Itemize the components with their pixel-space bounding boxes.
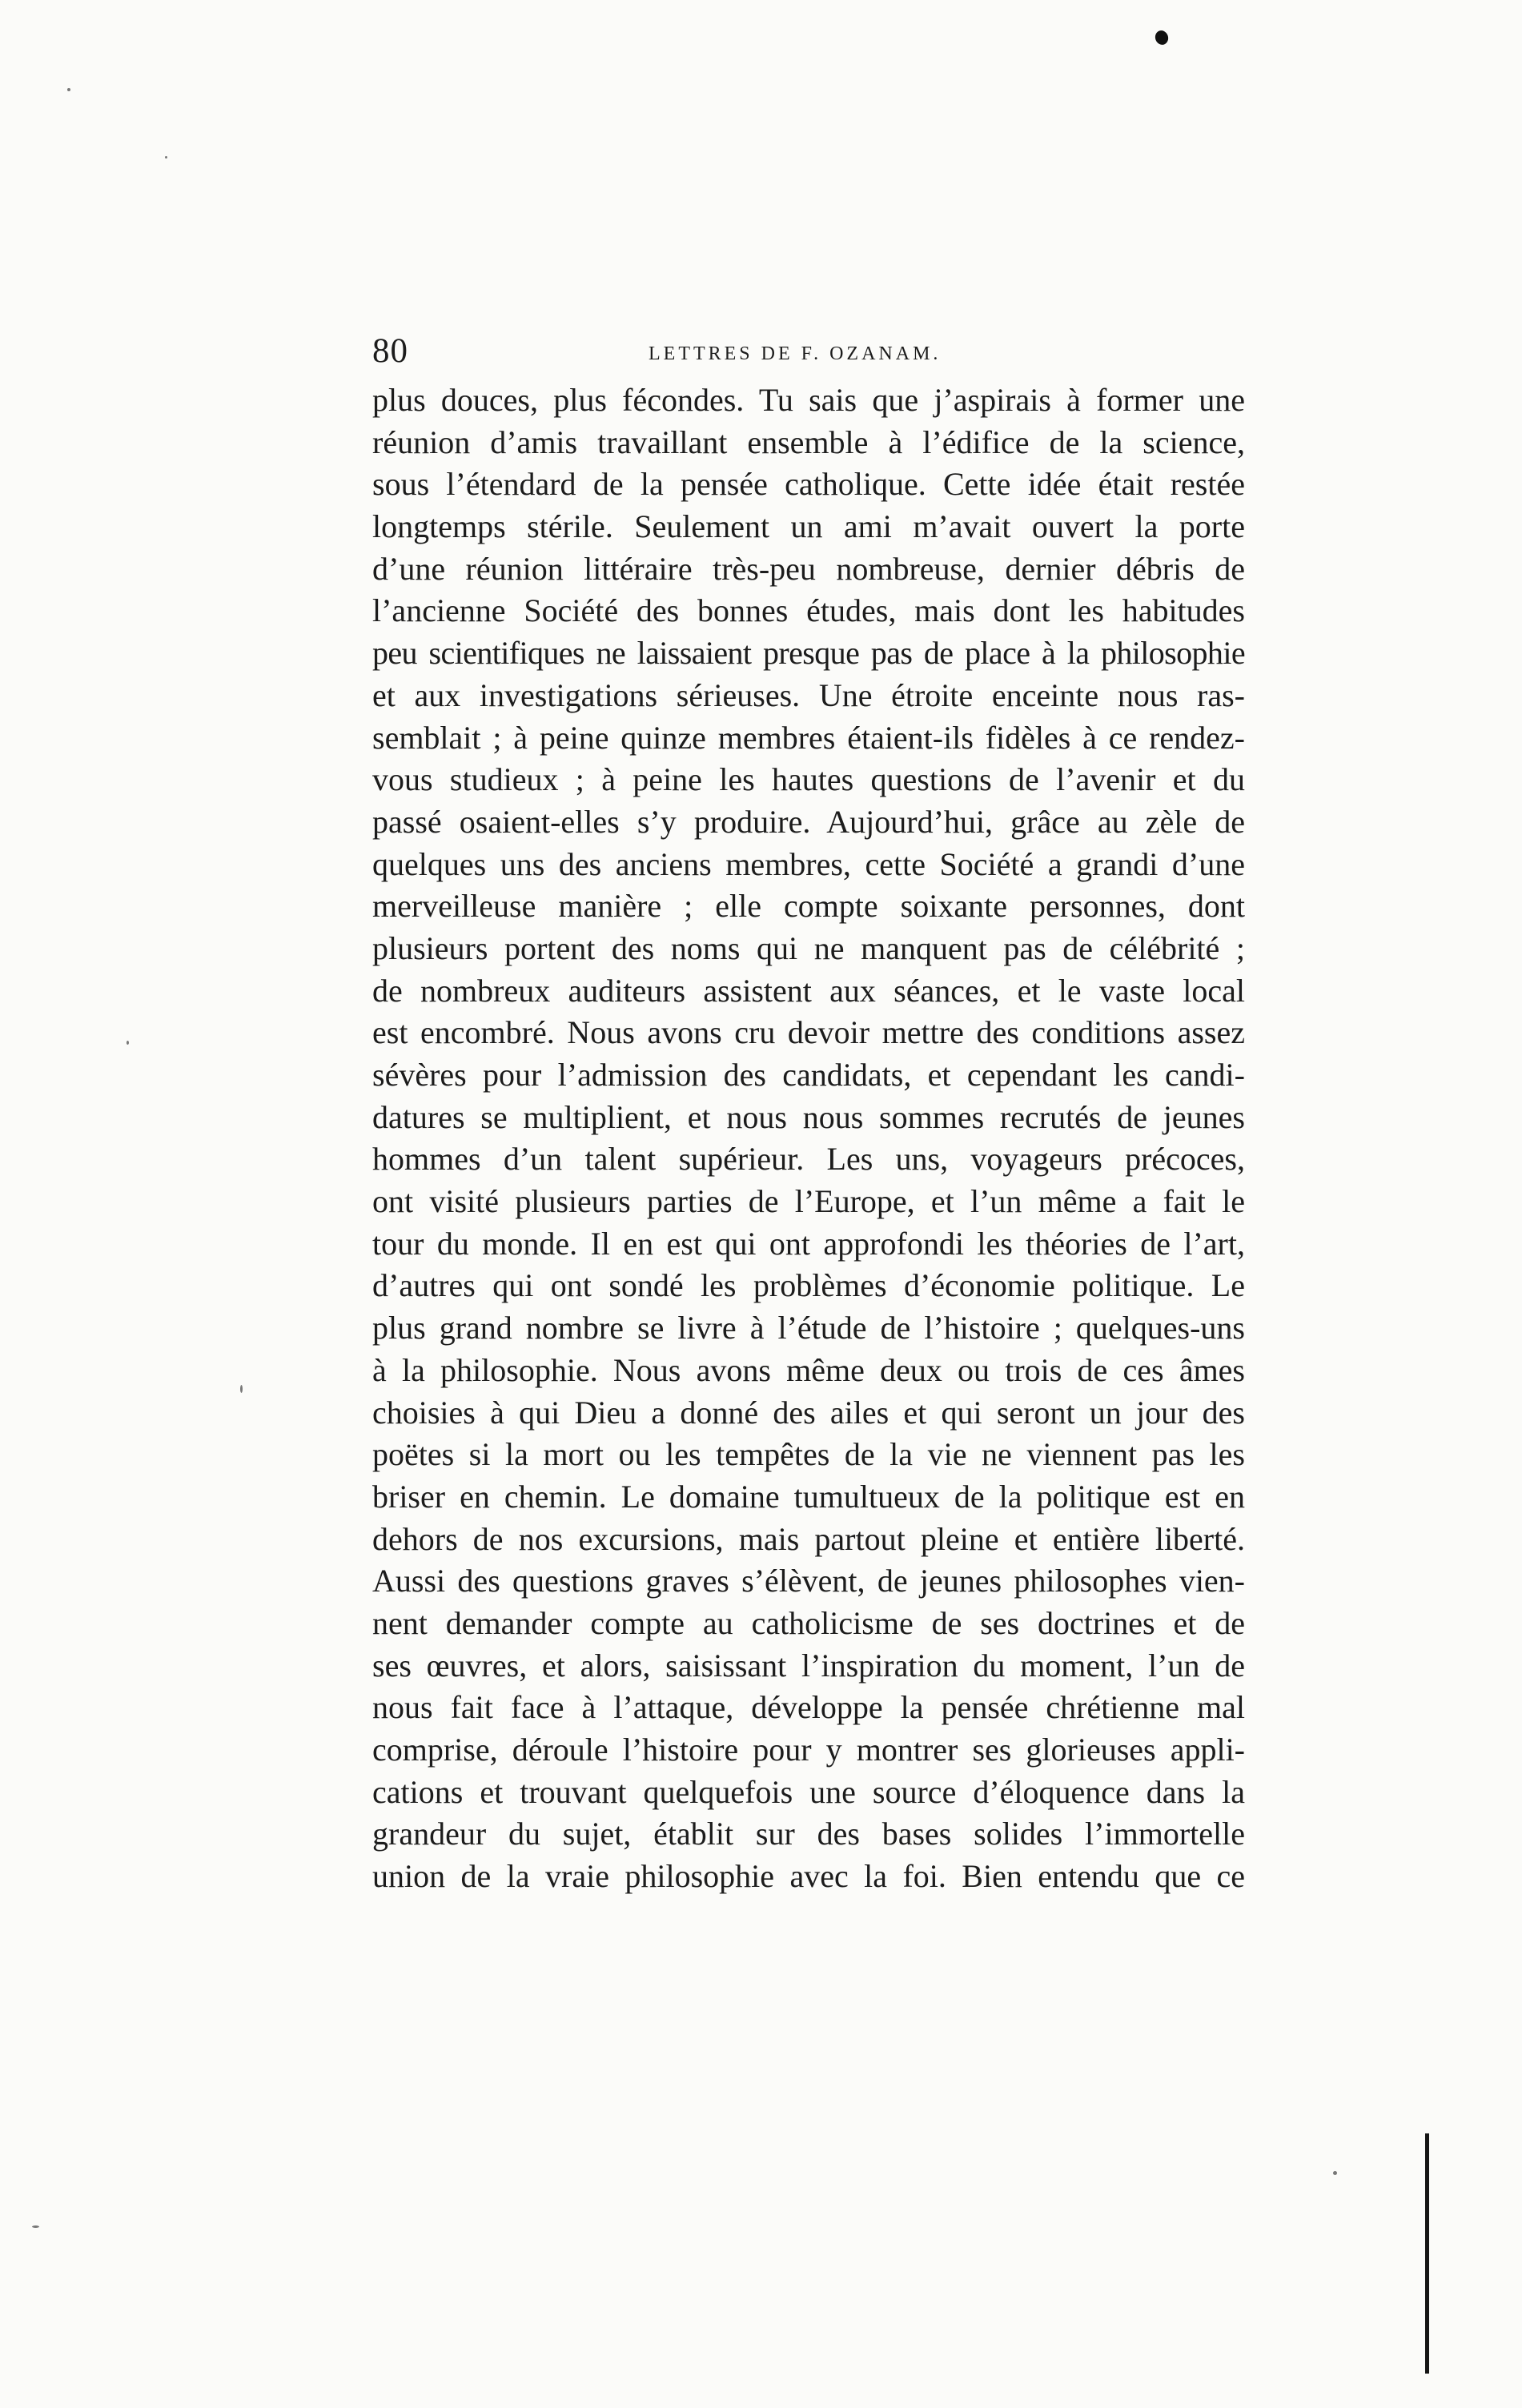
text-line: choisies à qui Dieu a donné des ailes et qui seront un jour des: [372, 1394, 1245, 1431]
body-text: [372, 379, 1245, 1898]
text-line: d’autres qui ont sondé les problèmes d’économie politique. Le: [372, 1267, 1245, 1304]
text-line: à la philosophie. Nous avons même deux ou trois de ces âmes: [372, 1351, 1245, 1388]
text-line: datures se multiplient, et nous nous sommes recrutés de jeunes: [372, 1098, 1245, 1135]
text-line: cations et trouvant quelquefois une source d’éloquence dans la: [372, 1773, 1245, 1810]
text-line: de nombreux auditeurs assistent aux séances, et le vaste local: [372, 972, 1245, 1009]
text-line: plus douces, plus fécondes. Tu sais que j’aspirais à former une: [372, 382, 1245, 418]
ink-blot: [1153, 29, 1170, 46]
text-line: briser en chemin. Le domaine tumultueux de la politique est en: [372, 1478, 1245, 1515]
text-line: union de la vraie philosophie avec la foi. Bien entendu que ce: [372, 1858, 1245, 1895]
text-line: dehors de nos excursions, mais partout pleine et entière liberté.: [372, 1520, 1245, 1557]
text-line: comprise, déroule l’histoire pour y montrer ses glorieuses appli-: [372, 1732, 1245, 1768]
paper-speck: [165, 156, 167, 159]
running-header: [372, 331, 1245, 371]
text-line: hommes d’un talent supérieur. Les uns, voyageurs précoces,: [372, 1141, 1245, 1178]
text-line: merveilleuse manière ; elle compte soixante personnes, dont: [372, 888, 1245, 925]
paper-speck: [67, 88, 70, 91]
text-line: vous studieux ; à peine les hautes questions de l’avenir et du: [372, 761, 1245, 798]
binding-edge: [1425, 2133, 1429, 2374]
text-line: longtemps stérile. Seulement un ami m’avait ouvert la porte: [372, 508, 1245, 545]
text-line: sous l’étendard de la pensée catholique. Cette idée était restée: [372, 466, 1245, 503]
paper-speck: [32, 2225, 39, 2228]
text-line: réunion d’amis travaillant ensemble à l’édifice de la science,: [372, 423, 1245, 460]
page-number: 80: [372, 332, 408, 370]
text-line: d’une réunion littéraire très-peu nombreuse, dernier débris de: [372, 550, 1245, 587]
text-line: plusieurs portent des noms qui ne manquent pas de célébrité ;: [372, 929, 1245, 966]
text-line: ses œuvres, et alors, saisissant l’inspiration du moment, l’un de: [372, 1647, 1245, 1684]
text-line: passé osaient-elles s’y produire. Aujourd’hui, grâce au zèle de: [372, 803, 1245, 840]
text-line: peu scientifiques ne laissaient presque pas de place à la philosophie: [372, 635, 1245, 672]
text-line: Aussi des questions graves s’élèvent, de jeunes philosophes vien-: [372, 1563, 1245, 1599]
paper-speck: [1333, 2171, 1337, 2175]
text-line: l’ancienne Société des bonnes études, mais dont les habitudes: [372, 592, 1245, 629]
text-line: ont visité plusieurs parties de l’Europe, et l’un même a fait le: [372, 1183, 1245, 1220]
running-title: LETTRES DE F. OZANAM.: [649, 343, 942, 364]
text-line: grandeur du sujet, établit sur des bases solides l’immortelle: [372, 1816, 1245, 1852]
text-line: poëtes si la mort ou les tempêtes de la vie ne viennent pas les: [372, 1436, 1245, 1473]
text-line: sévères pour l’admission des candidats, et cependant les candi-: [372, 1057, 1245, 1093]
text-line: est encombré. Nous avons cru devoir mettre des conditions assez: [372, 1014, 1245, 1051]
text-line: plus grand nombre se livre à l’étude de l’histoire ; quelques-uns: [372, 1310, 1245, 1346]
text-line: quelques uns des anciens membres, cette Société a grandi d’une: [372, 845, 1245, 882]
text-line: nent demander compte au catholicisme de ses doctrines et de: [372, 1604, 1245, 1641]
paper-speck: [126, 1041, 129, 1045]
paper-speck: [240, 1385, 243, 1393]
text-line: et aux investigations sérieuses. Une étroite enceinte nous ras-: [372, 676, 1245, 713]
text-line: nous fait face à l’attaque, développe la pensée chrétienne mal: [372, 1689, 1245, 1726]
text-line: semblait ; à peine quinze membres étaient-ils fidèles à ce rendez-: [372, 719, 1245, 756]
text-line: tour du monde. Il en est qui ont approfondi les théories de l’art,: [372, 1225, 1245, 1262]
